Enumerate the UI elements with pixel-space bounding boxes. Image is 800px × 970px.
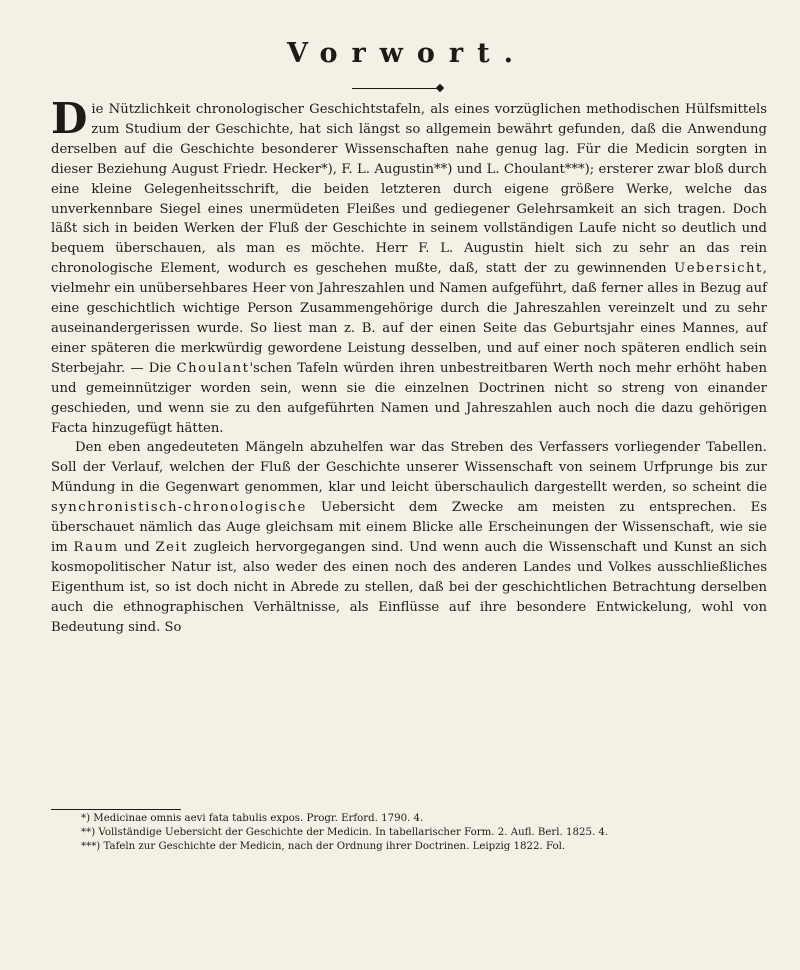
paragraph-2-text-a: Den eben angedeuteten Mängeln abzuhelfen war das Streben des Verfassers vorliegender Tabellen. Soll der Verlauf, welchen der Fluß der Geschichte unserer Wissenschaft von seinem Urfprunge bis zur Mündung in die Gegenwart genommen, klar und leicht überschaulich dargestellt werden, so scheint die (51, 440, 767, 496)
footnotes-rule (51, 809, 181, 810)
footnote-2: **) Vollständige Uebersicht der Geschichte der Medicin. In tabellarischer Form. 2. Aufl. Berl. 1825. 4. (81, 827, 609, 838)
heading-rule (352, 88, 440, 89)
footnotes (51, 812, 767, 854)
paragraph-2-text-c: und (118, 539, 156, 555)
paragraph-2-text-b: Uebersicht dem Zwecke am meisten zu entsprechen. Es überschauet nämlich das Auge gleichsam mit einem Blicke alle Erscheinungen der Wissenschaft, wie sie im (51, 500, 767, 555)
paragraph-2-text-d: zugleich hervorgegangen sind. Und wenn auch die Wissenschaft und Kunst an sich kosmopolitischer Natur ist, also weder des einen noch des anderen Landes und Volkes ausschließliches Eigenthum ist, so ist doch nicht in Abrede zu stellen, daß bei der geschichtlichen Betrachtung derselben auch die ethnographischen Verhältnisse, als Einflüsse auf ihre besondere Entwickelung, wohl von Bedeutung sind. So (51, 539, 767, 635)
paragraph-1-text-c: 'schen Tafeln würden ihren unbestreitbaren Werth noch mehr erhöht haben und gemeinnütziger worden sein, wenn sie die einzelnen Doctrinen nicht so streng von einander geschieden, und wenn sie zu den aufgeführten Namen und Jahreszahlen auch noch die dazu gehörigen Facta hinzugefügt hätten. (51, 360, 767, 436)
paragraph-1 (51, 94, 767, 438)
emphasis-choulant: Choulant (176, 360, 250, 376)
paragraph-1-text-a: ie Nützlichkeit chronologischer Geschichtstafeln, als eines vorzüglichen methodischen Hülfsmittels zum Studium der Geschichte, hat sich längst so allgemein bewährt gefunden, daß die Anwendung derselben auf die Geschichte besonderer Wissenschaften nahe genug lag. Für die Medicin sorgten in dieser Beziehung August Friedr. Hecker*), F. L. Augustin**) und L. Choulant***); ersterer zwar bloß durch eine kleine Gelegenheitsschrift, die beiden letzteren durch eigene größere Werke, welche das unverkennbare Siegel eines unermüdeten Fleißes und gediegener Gelehrsamkeit an sich tragen. Doch läßt sich in beiden Werken der Fluß der Geschichte in seinem vollständigen Laufe nicht so deutlich und bequem überschauen, als man es möchte. Herr F. L. Augustin hielt sich zu sehr an das rein chronologische Element, wodurch es geschehen mußte, daß, statt der zu gewinnenden (51, 102, 767, 277)
emphasis-raum: Raum (73, 539, 119, 555)
emphasis-uebersicht: Uebersicht (674, 261, 763, 277)
paragraph-1-text-b: , vielmehr ein unübersehbares Heer von Jahreszahlen und Namen aufgeführt, daß ferner alles in Bezug auf eine geschichtlich wichtige Person Zusammengehörige durch die Jahreszahlen vereinzelt und zu sehr auseinandergerissen wurde. So liest man z. B. auf der einen Seite das Geburtsjahr eines Mannes, auf einer späteren die merkwürdig gewordene Leistung desselben, und auf einer noch späteren endlich sein Sterbejahr. — Die (51, 261, 767, 376)
footnote-3: ***) Tafeln zur Geschichte der Medicin, nach der Ordnung ihrer Doctrinen. Leipzig 1822. Fol. (81, 841, 566, 852)
emphasis-synchronistisch: synchronistisch-chronologische (51, 500, 307, 516)
body-text (51, 94, 767, 637)
footnote-1: *) Medicinae omnis aevi fata tabulis expos. Progr. Erford. 1790. 4. (81, 813, 424, 824)
emphasis-zeit: Zeit (155, 539, 188, 555)
paragraph-2 (51, 438, 767, 637)
drop-cap: D (51, 94, 88, 143)
page-heading: Vorwort. (286, 38, 528, 69)
